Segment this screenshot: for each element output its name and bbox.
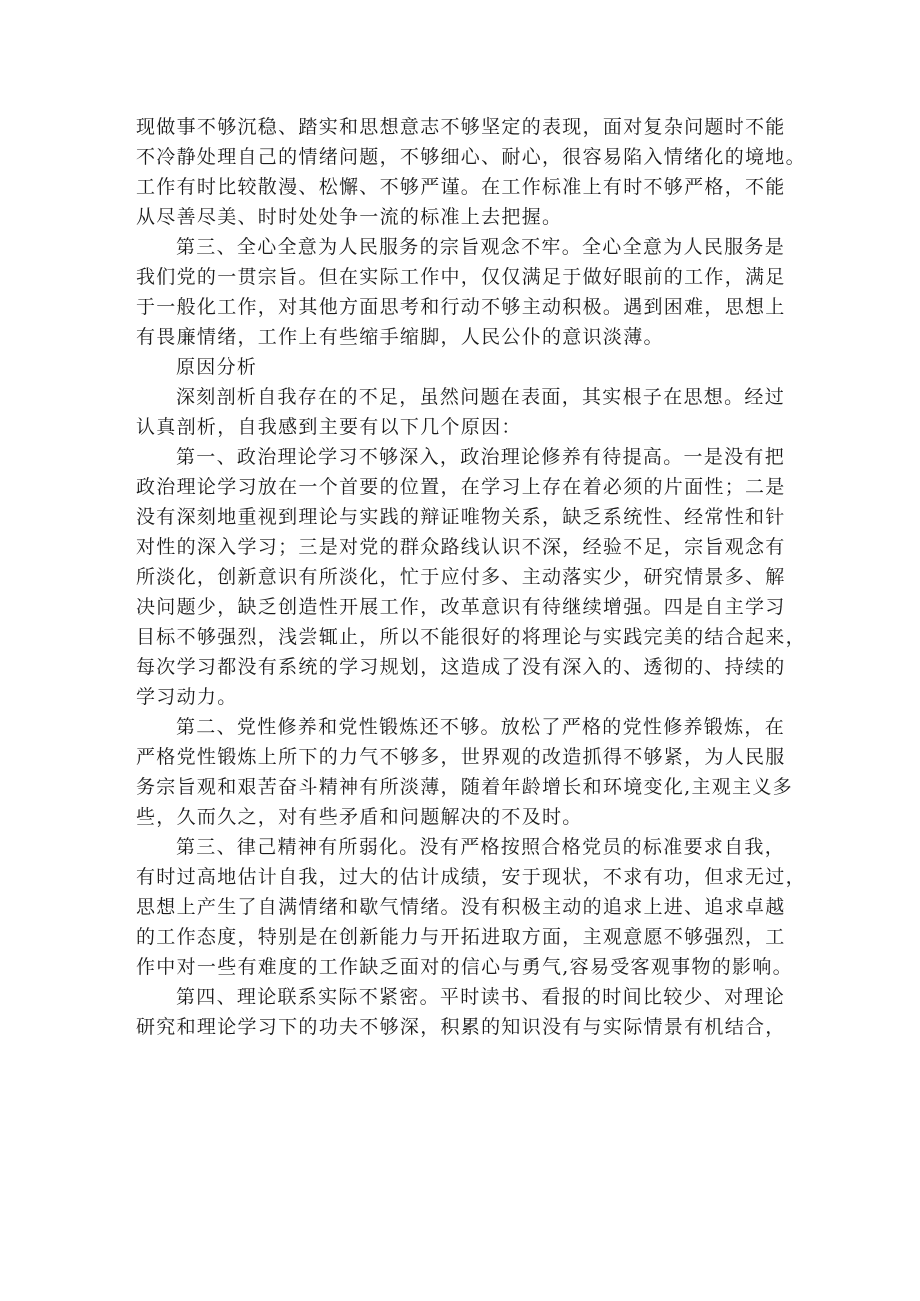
section-heading: 原因分析	[176, 356, 258, 378]
text-line: 思想上产生了自满情绪和歇气情绪。没有积极主动的追求上进、追求卓越	[136, 896, 786, 918]
text-line: 研究和理论学习下的功夫不够深，积累的知识没有与实际情景有机结合，	[136, 1016, 786, 1038]
text-line: 严格党性锻炼上所下的力气不够多，世界观的改造抓得不够紧，为人民服	[136, 746, 786, 768]
text-line: 有畏廉情绪，工作上有些缩手缩脚，人民公仆的意识淡薄。	[136, 326, 664, 348]
paragraph-start-line: 第四、理论联系实际不紧密。平时读书、看报的时间比较少、对理论	[176, 986, 786, 1008]
text-line: 没有深刻地重视到理论与实践的辩证唯物关系，缺乏系统性、经常性和针	[136, 506, 786, 528]
text-line: 从尽善尽美、时时处处争一流的标准上去把握。	[136, 206, 563, 228]
text-line: 现做事不够沉稳、踏实和思想意志不够坚定的表现，面对复杂问题时不能	[136, 116, 786, 138]
text-line: 所淡化，创新意识有所淡化，忙于应付多、主动落实少，研究情景多、解	[136, 566, 786, 588]
text-line: 对性的深入学习；三是对党的群众路线认识不深，经验不足，宗旨观念有	[136, 536, 786, 558]
paragraph-start-line: 第一、政治理论学习不够深入，政治理论修养有待提高。一是没有把	[176, 446, 786, 468]
text-line: 务宗旨观和艰苦奋斗精神有所淡薄，随着年龄增长和环境变化,主观主义多	[136, 776, 793, 798]
paragraph-start-line: 第三、全心全意为人民服务的宗旨观念不牢。全心全意为人民服务是	[176, 236, 786, 258]
text-line: 于一般化工作，对其他方面思考和行动不够主动积极。遇到困难，思想上	[136, 296, 786, 318]
paragraph-start-line: 深刻剖析自我存在的不足，虽然问题在表面，其实根子在思想。经过	[176, 386, 786, 408]
document-body	[136, 112, 806, 1042]
text-line: 的工作态度，特别是在创新能力与开拓进取方面，主观意愿不够强烈，工	[136, 926, 786, 948]
text-line: 目标不够强烈，浅尝辄止，所以不能很好的将理论与实践完美的结合起来，	[136, 626, 806, 648]
text-line: 有时过高地估计自我，过大的估计成绩，安于现状，不求有功，但求无过，	[136, 866, 806, 888]
text-line: 学习动力。	[136, 686, 238, 708]
paragraph-start-line: 第二、党性修养和党性锻炼还不够。放松了严格的党性修养锻炼，在	[176, 716, 786, 738]
text-line: 每次学习都没有系统的学习规划，这造成了没有深入的、透彻的、持续的	[136, 656, 786, 678]
text-line: 不冷静处理自己的情绪问题，不够细心、耐心，很容易陷入情绪化的境地。	[136, 146, 806, 168]
text-line: 作中对一些有难度的工作缺乏面对的信心与勇气,容易受客观事物的影响。	[136, 956, 793, 978]
text-line: 政治理论学习放在一个首要的位置，在学习上存在着必须的片面性；二是	[136, 476, 786, 498]
paragraph-start-line: 第三、律己精神有所弱化。没有严格按照合格党员的标准要求自我，	[176, 836, 786, 858]
text-line: 工作有时比较散漫、松懈、不够严谨。在工作标准上有时不够严格，不能	[136, 176, 786, 198]
text-line: 决问题少，缺乏创造性开展工作，改革意识有待继续增强。四是自主学习	[136, 596, 786, 618]
text-line: 我们党的一贯宗旨。但在实际工作中，仅仅满足于做好眼前的工作，满足	[136, 266, 786, 288]
text-line: 认真剖析，自我感到主要有以下几个原因：	[136, 416, 522, 438]
text-line: 些，久而久之，对有些矛盾和问题解决的不及时。	[136, 806, 583, 828]
